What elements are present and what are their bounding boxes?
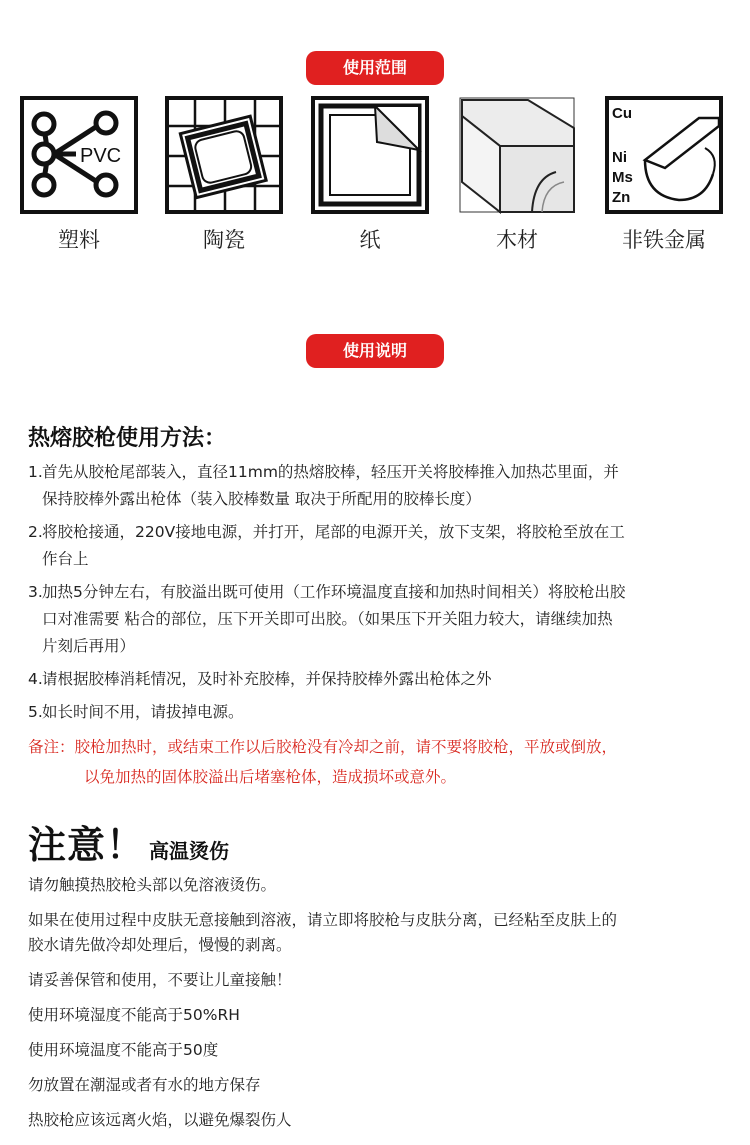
usage-guide-badge: 使用说明 xyxy=(306,334,444,368)
warning-item: 勿放置在潮湿或者有水的地方保存 xyxy=(28,1076,261,1094)
material-metal xyxy=(604,96,724,254)
warning-title-small: 高温烫伤 xyxy=(149,839,230,863)
pvc-text: PVC xyxy=(80,145,122,167)
material-label-wood: 木材 xyxy=(496,228,538,252)
materials-row xyxy=(0,96,750,256)
step-4: 4.请根据胶棒消耗情况，及时补充胶棒，并保持胶棒外露出枪体之外 xyxy=(28,670,492,688)
warning-item: 热胶枪应该远离火焰，以避免爆裂伤人 xyxy=(28,1111,292,1129)
material-label-metal: 非铁金属 xyxy=(622,228,706,252)
warning-list xyxy=(28,873,728,1143)
warning-title xyxy=(28,814,229,869)
paper-icon xyxy=(311,96,429,214)
step-1: 1.首先从胶枪尾部装入，直径11mm的热熔胶棒，轻压开关将胶棒推入加热芯里面，并 保持胶棒外露出枪体（装入胶棒数量 取决于所配用的胶棒长度） xyxy=(28,463,619,508)
metal-icon xyxy=(605,96,723,214)
material-wood xyxy=(457,96,577,254)
material-label-plastic: 塑料 xyxy=(58,228,100,252)
usage-note: 备注：胶枪加热时，或结束工作以后胶枪没有冷却之前，请不要将胶枪，平放或倒放， 以免加热的固体胶溢出后堵塞枪体，造成损坏或意外。 xyxy=(28,738,618,786)
material-ceramic xyxy=(164,96,284,254)
material-label-ceramic: 陶瓷 xyxy=(203,228,245,252)
usage-guide-title: 热熔胶枪使用方法： xyxy=(28,426,227,451)
metal-label-ms: Ms xyxy=(612,169,633,186)
usage-steps xyxy=(28,459,728,792)
step-3: 3.加热5分钟左右，有胶溢出既可使用（工作环境温度直接和加热时间相关）将胶枪出胶 口对准需要 粘合的部位，压下开关即可出胶。（如果压下开关阻力较大，请继续加热 片刻后再用） xyxy=(28,583,626,655)
warning-item: 请勿触摸热胶枪头部以免溶液烫伤。 xyxy=(28,876,277,894)
usage-range-badge: 使用范围 xyxy=(306,51,444,85)
metal-label-cu: Cu xyxy=(612,105,632,122)
warning-title-big: 注意！ xyxy=(28,823,146,867)
warning-item: 请妥善保管和使用，不要让儿童接触！ xyxy=(28,971,292,989)
step-2: 2.将胶枪接通，220V接地电源，并打开，尾部的电源开关，放下支架，将胶枪至放在工 作台上 xyxy=(28,523,625,568)
warning-item: 使用环境湿度不能高于50%RH xyxy=(28,1006,240,1024)
warning-item: 如果在使用过程中皮肤无意接触到溶液，请立即将胶枪与皮肤分离，已经粘至皮肤上的 胶水请先做冷却处理后，慢慢的剥离。 xyxy=(28,911,618,954)
warning-item: 使用环境温度不能高于50度 xyxy=(28,1041,219,1059)
plastic-molecule-icon xyxy=(20,96,138,214)
material-paper xyxy=(310,96,430,254)
material-label-paper: 纸 xyxy=(359,228,381,252)
step-5: 5.如长时间不用，请拔掉电源。 xyxy=(28,703,244,721)
ceramic-tile-icon xyxy=(165,96,283,214)
wood-block-icon xyxy=(458,96,576,214)
metal-label-zn: Zn xyxy=(612,189,631,206)
metal-label-ni: Ni xyxy=(612,149,627,166)
material-plastic xyxy=(19,96,139,254)
